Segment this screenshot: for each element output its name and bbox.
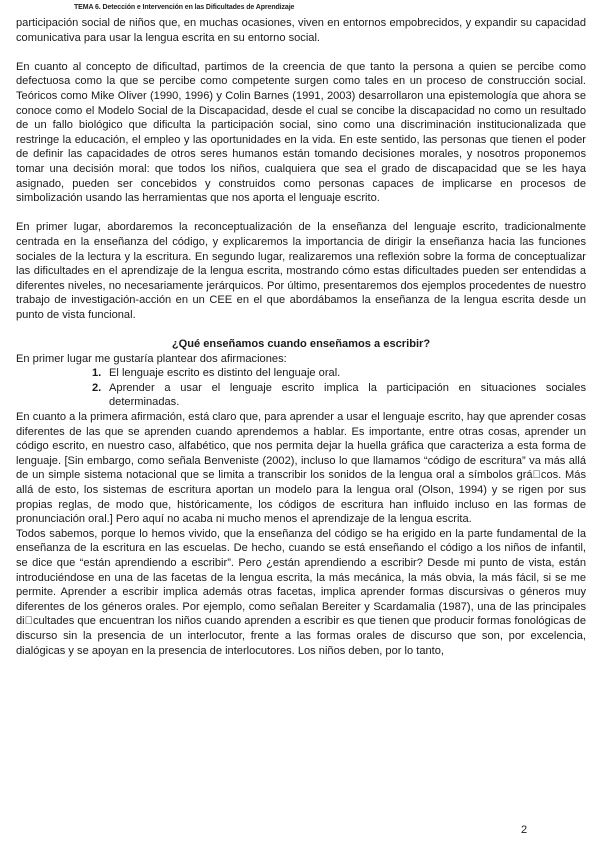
paragraph-intro: En primer lugar me gustaría plantear dos afirmaciones: [16,352,287,365]
list-item-text: Aprender a usar el lenguaje escrito implica la participación en situaciones sociales determinadas. [109,381,586,409]
paragraph-code-teaching: Todos sabemos, porque lo hemos vivido, que la enseñanza del código se ha erigido en la parte fundamental de la enseñanza de la escritura en las escuelas. De hecho, cuando se está enseñando el código a los niños de infantil, se dice que “están aprendiendo a escribir”. Pero ¿están aprendiendo a escribir? Desde mi punto de vista, están introduciéndose en una de las facetas de la lengua escrita, la más mecánica, la más obvia, la más fácil, si se me permite. Aprender a escribir implica además otras facetas, implica aprender formas discursivas o géneros muy diferentes de los géneros orales. Por ejemplo, como señalan Bereiter y Scardamalia (1987), una de las principales di cultades que encuentran los niños cuando aprenden a escribir es que tienen que producir formas fonológicas de discurso sin la presencia de un interlocutor, frente a las formas orales de discurso que son, por excelencia, dialógicas y se apoyan en la presencia de interlocutores. Los niños deben, por lo tanto, [16,527,586,657]
paragraph-continuation: participación social de niños que, en muchas ocasiones, viven en entornos empobrecidos, y expandir su capacidad comunicativa para usar la lengua escrita en su entorno social. [16,17,586,44]
list-item [92,381,586,410]
paragraph-outline: En primer lugar, abordaremos la reconceptualización de la enseñanza del lenguaje escrito, tradicionalmente centrada en la enseñanza del código, y explicaremos la importancia de dirigir la enseñanza hacia las funciones sociales de la lectura y la escritura. En segundo lugar, realizaremos una reflexión sobre la forma de conceptualizar las dificultades en el aprendizaje de la lengua escrita, mostrando cómo estas dificultades pueden ser entendidas a diferentes niveles, no necesariamente jerárquicos. Por último, presentaremos dos ejemplos procedentes de nuestro trabajo de investigación-acción en un CEE en el que abordábamos la enseñanza de la lengua escrita desde un punto de vista funcional. [16,221,586,321]
list-item-number: 2. [92,381,102,394]
list-item [92,366,586,381]
list-item-text: El lenguaje escrito es distinto del lenguaje oral. [109,367,341,380]
section-heading: ¿Qué enseñamos cuando enseñamos a escribir? [171,338,431,351]
running-header: TEMA 6. Detección e Intervención en las Dificultades de Aprendizaje [74,4,295,11]
paragraph-first-affirmation: En cuanto a la primera afirmación, está claro que, para aprender a usar el lenguaje escrito, hay que aprender cosas diferentes de las que se aprenden cuando aprendemos a hablar. Es importante, entre otras cosas, aprender un código escrito, en nuestro caso, alfabético, que nos permita dejar la huella gráfica que caracteriza a esta forma de lenguaje. [Sin embargo, como señala Benveniste (2002), incluso lo que llamamos “código de escritura” va más allá de un simple sistema notacional que se limita a transcribir los sonidos de la lengua oral a símbolos grá cos. Más allá de esto, los sistemas de escritura aportan un modelo para la lengua oral (Olson, 1994) y se rigen por sus propias reglas, de modo que, históricamente, los códigos de escritura han influido incluso en las formas de pronunciación oral.] Pero aquí no acaba ni mucho menos el aprendizaje de la lengua escrita. [16,411,586,526]
affirmations-list [16,366,586,410]
page-number: 2 [521,824,528,836]
document-body [16,16,586,658]
paragraph-concept-of-difficulty: En cuanto al concepto de dificultad, partimos de la creencia de que tanto la persona a quien se percibe como defectuosa como la que se percibe como competente surgen como tales en un proceso de construcción social. Teóricos como Mike Oliver (1990, 1996) y Colin Barnes (1991, 2003) desarrollaron una epistemología que ahora se conoce como el Modelo Social de la Discapacidad, desde el cual se concibe la discapacidad no como un resultado de un fallo biológico que dificulta la participación social, sino como una discriminación institucionalizada que restringe la educación, el empleo y las oportunidades en la vida. En este sentido, las personas que tienen el poder de definir las capacidades de otros seres humanos están tomando decisiones morales, y nosotros proponemos tomar una decisión moral: que todos los niños, cualquiera que sea el grado de discapacidad que se les haya asignado, pueden ser concebidos y construidos como personas capaces de implicarse en procesos de simbolización usando las herramientas que nos aporta el lenguaje escrito. [16,60,586,205]
list-item-number: 1. [92,367,102,380]
